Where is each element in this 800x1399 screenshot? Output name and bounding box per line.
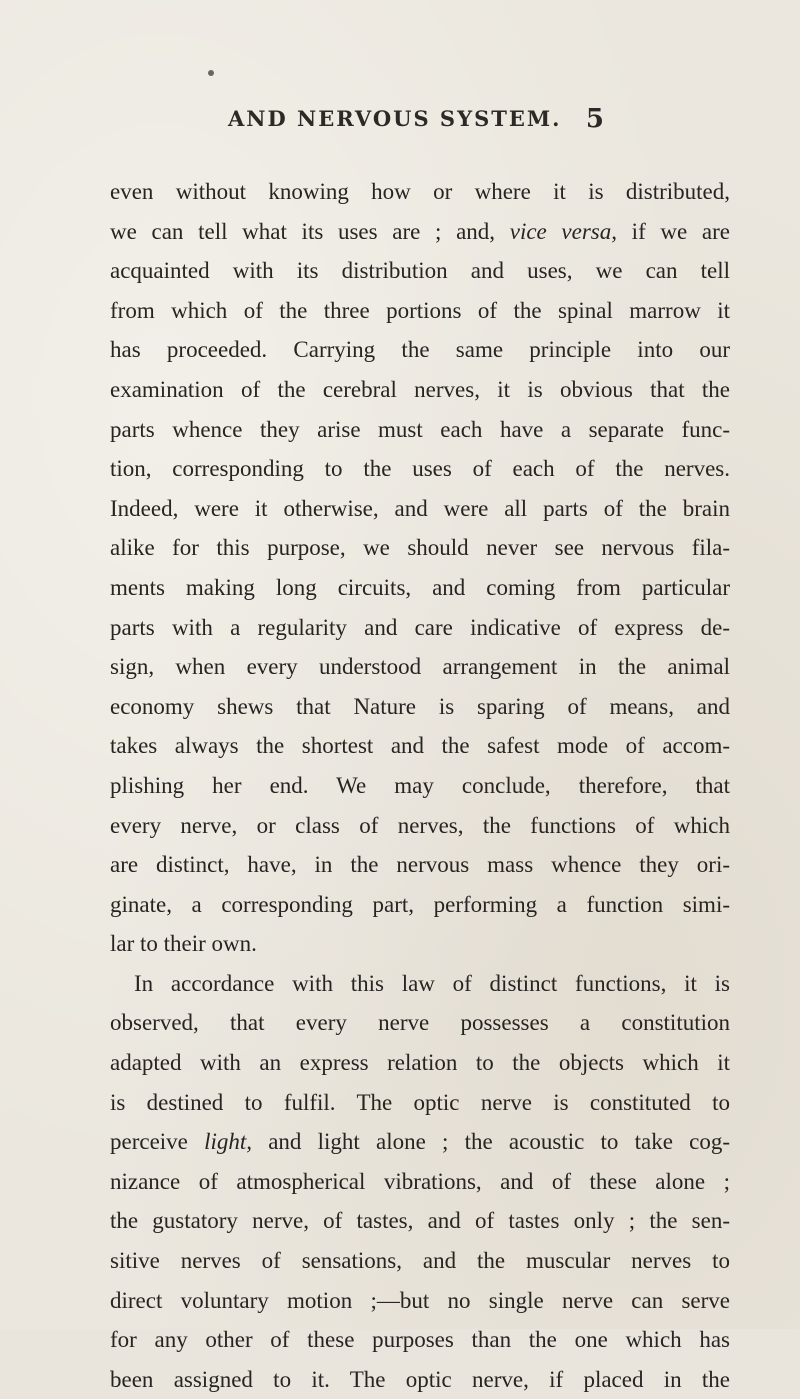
text-line: parts whence they arise must each have a separate func-: [110, 416, 730, 442]
text-line: Indeed, were it otherwise, and were all parts of the brain: [110, 495, 730, 521]
text-line: acquainted with its distribution and uses, we can tell: [110, 258, 730, 284]
text-line: sign, when every understood arrangement in the animal: [110, 654, 730, 680]
text-line: adapted with an express relation to the objects which it: [110, 1050, 730, 1076]
text-line: the gustatory nerve, of tastes, and of tastes only ; the sen-: [110, 1208, 730, 1234]
text-line: takes always the shortest and the safest mode of accom-: [110, 733, 730, 759]
text-line: sitive nerves of sensations, and the muscular nerves to: [110, 1248, 730, 1274]
page-number: 5: [585, 104, 604, 134]
text-line: direct voluntary motion ;—but no single nerve can serve: [110, 1287, 730, 1313]
page-header: [228, 106, 604, 140]
text-line: are distinct, have, in the nervous mass whence they ori-: [110, 852, 730, 878]
text-line: even without knowing how or where it is distributed,: [110, 179, 730, 204]
text-line: nizance of atmospherical vibrations, and of these alone ;: [110, 1168, 730, 1194]
text-line: parts with a regularity and care indicative of express de-: [110, 614, 730, 640]
text-line: ginate, a corresponding part, performing a function simi-: [110, 891, 730, 917]
running-head: AND NERVOUS SYSTEM.: [228, 106, 562, 131]
text-line: we can tell what its uses are ; and, vice versa, if we are: [110, 218, 730, 244]
text-line: plishing her end. We may conclude, therefore, that: [110, 772, 730, 798]
text-line: from which of the three portions of the spinal marrow it: [110, 297, 730, 323]
text-line: been assigned to it. The optic nerve, if placed in the: [110, 1366, 730, 1392]
text-line: economy shews that Nature is sparing of means, and: [110, 693, 730, 719]
text-line: ments making long circuits, and coming from particular: [110, 574, 730, 600]
text-line: lar to their own.: [110, 931, 257, 957]
text-line: tion, corresponding to the uses of each of the nerves.: [110, 456, 730, 482]
body-text: [110, 172, 730, 1399]
italic-text: light,: [204, 1129, 253, 1155]
text-line: has proceeded. Carrying the same principle into our: [110, 337, 730, 363]
italic-text: vice versa,: [509, 218, 617, 244]
text-line: is destined to fulfil. The optic nerve is constituted to: [110, 1089, 730, 1115]
text-line: perceive light, and light alone ; the acoustic to take cog-: [110, 1129, 730, 1155]
text-line: observed, that every nerve possesses a constitution: [110, 1010, 730, 1036]
text-line: In accordance with this law of distinct functions, it is: [134, 970, 730, 996]
text-line: every nerve, or class of nerves, the functions of which: [110, 812, 730, 838]
ink-speck: [208, 70, 214, 76]
text-line: alike for this purpose, we should never see nervous fila-: [110, 535, 730, 561]
text-line: examination of the cerebral nerves, it is obvious that the: [110, 376, 730, 402]
text-line: for any other of these purposes than the one which has: [110, 1327, 730, 1353]
